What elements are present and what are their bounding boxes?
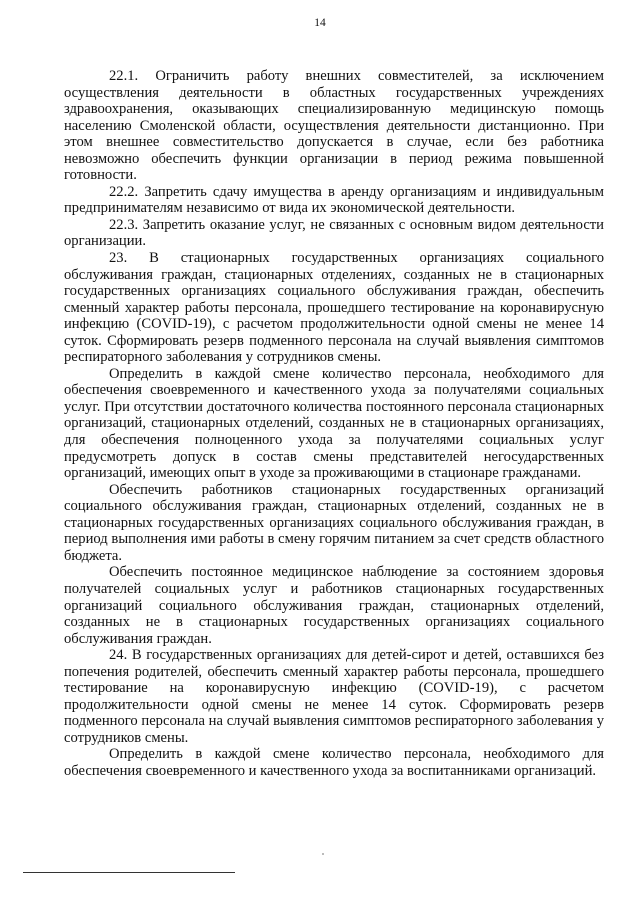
scan-speck bbox=[322, 853, 324, 855]
paragraph-23-medical: Обеспечить постоянное медицинское наблюдение за состоянием здоровья получателей социальных услуг и работников стационарных государственных организаций социального обслуживания граждан, стационарных отделений, созданных не в стационарных государственных организациях социального обслуживания граждан. bbox=[64, 564, 604, 647]
paragraph-22-1: 22.1. Ограничить работу внешних совместителей, за исключением осуществления деятельности в областных государственных учреждениях здравоохранения, оказывающих специализированную медицинскую помощь населению Смоленской области, осуществления деятельности дистанционно. При этом внешнее совместительство допускается в случае, если без работника невозможно обеспечить функции организации в период режима повышенной готовности. bbox=[64, 68, 604, 184]
paragraph-23-meals: Обеспечить работников стационарных государственных организаций социального обслуживания граждан, стационарных отделений, созданных не в стационарных государственных организациях социального обслуживания граждан, в период выполнения ими работы в смену горячим питанием за счет средств областного бюджета. bbox=[64, 481, 604, 564]
page-number: 14 bbox=[314, 17, 326, 29]
paragraph-23: 23. В стационарных государственных организациях социального обслуживания граждан, стационарных отделениях, созданных не в стационарных государственных организациях социального обслуживания граждан, обеспечить сменный характер работы персонала, прошедшего тестирование на коронавирусную инфекцию (COVID-19), с расчетом продолжительности одной смены не менее 14 суток. Сформировать резерв подменного персонала на случай выявления симптомов респираторного заболевания у сотрудников смены. bbox=[64, 250, 604, 366]
paragraph-23-staffing: Определить в каждой смене количество персонала, необходимого для обеспечения своевременного и качественного ухода за получателями социальных услуг. При отсутствии достаточного количества постоянного персонала стационарных организаций, стационарных отделений, созданных не в стационарных организациях, для обеспечения полноценного ухода за получателями социальных услуг предусмотреть допуск в состав смены представителей негосударственных организаций, имеющих опыт в уходе за проживающими в стационаре гражданами. bbox=[64, 365, 604, 482]
document-body bbox=[64, 68, 604, 780]
paragraph-22-3: 22.3. Запретить оказание услуг, не связанных с основным видом деятельности организации. bbox=[64, 216, 604, 250]
paragraph-24-staffing: Определить в каждой смене количество персонала, необходимого для обеспечения своевременного и качественного ухода за воспитанниками организаций. bbox=[64, 746, 604, 779]
footer-rule bbox=[23, 872, 235, 873]
paragraph-24: 24. В государственных организациях для детей-сирот и детей, оставшихся без попечения родителей, обеспечить сменный характер работы персонала, прошедшего тестирование на коронавирусную инфекцию (COVID-19), с расчетом продолжительности одной смены не менее 14 суток. Сформировать резерв подменного персонала на случай выявления симптомов респираторного заболевания у сотрудников смены. bbox=[64, 647, 604, 746]
paragraph-22-2: 22.2. Запретить сдачу имущества в аренду организациям и индивидуальным предпринимателям независимо от вида их экономической деятельности. bbox=[64, 183, 604, 217]
